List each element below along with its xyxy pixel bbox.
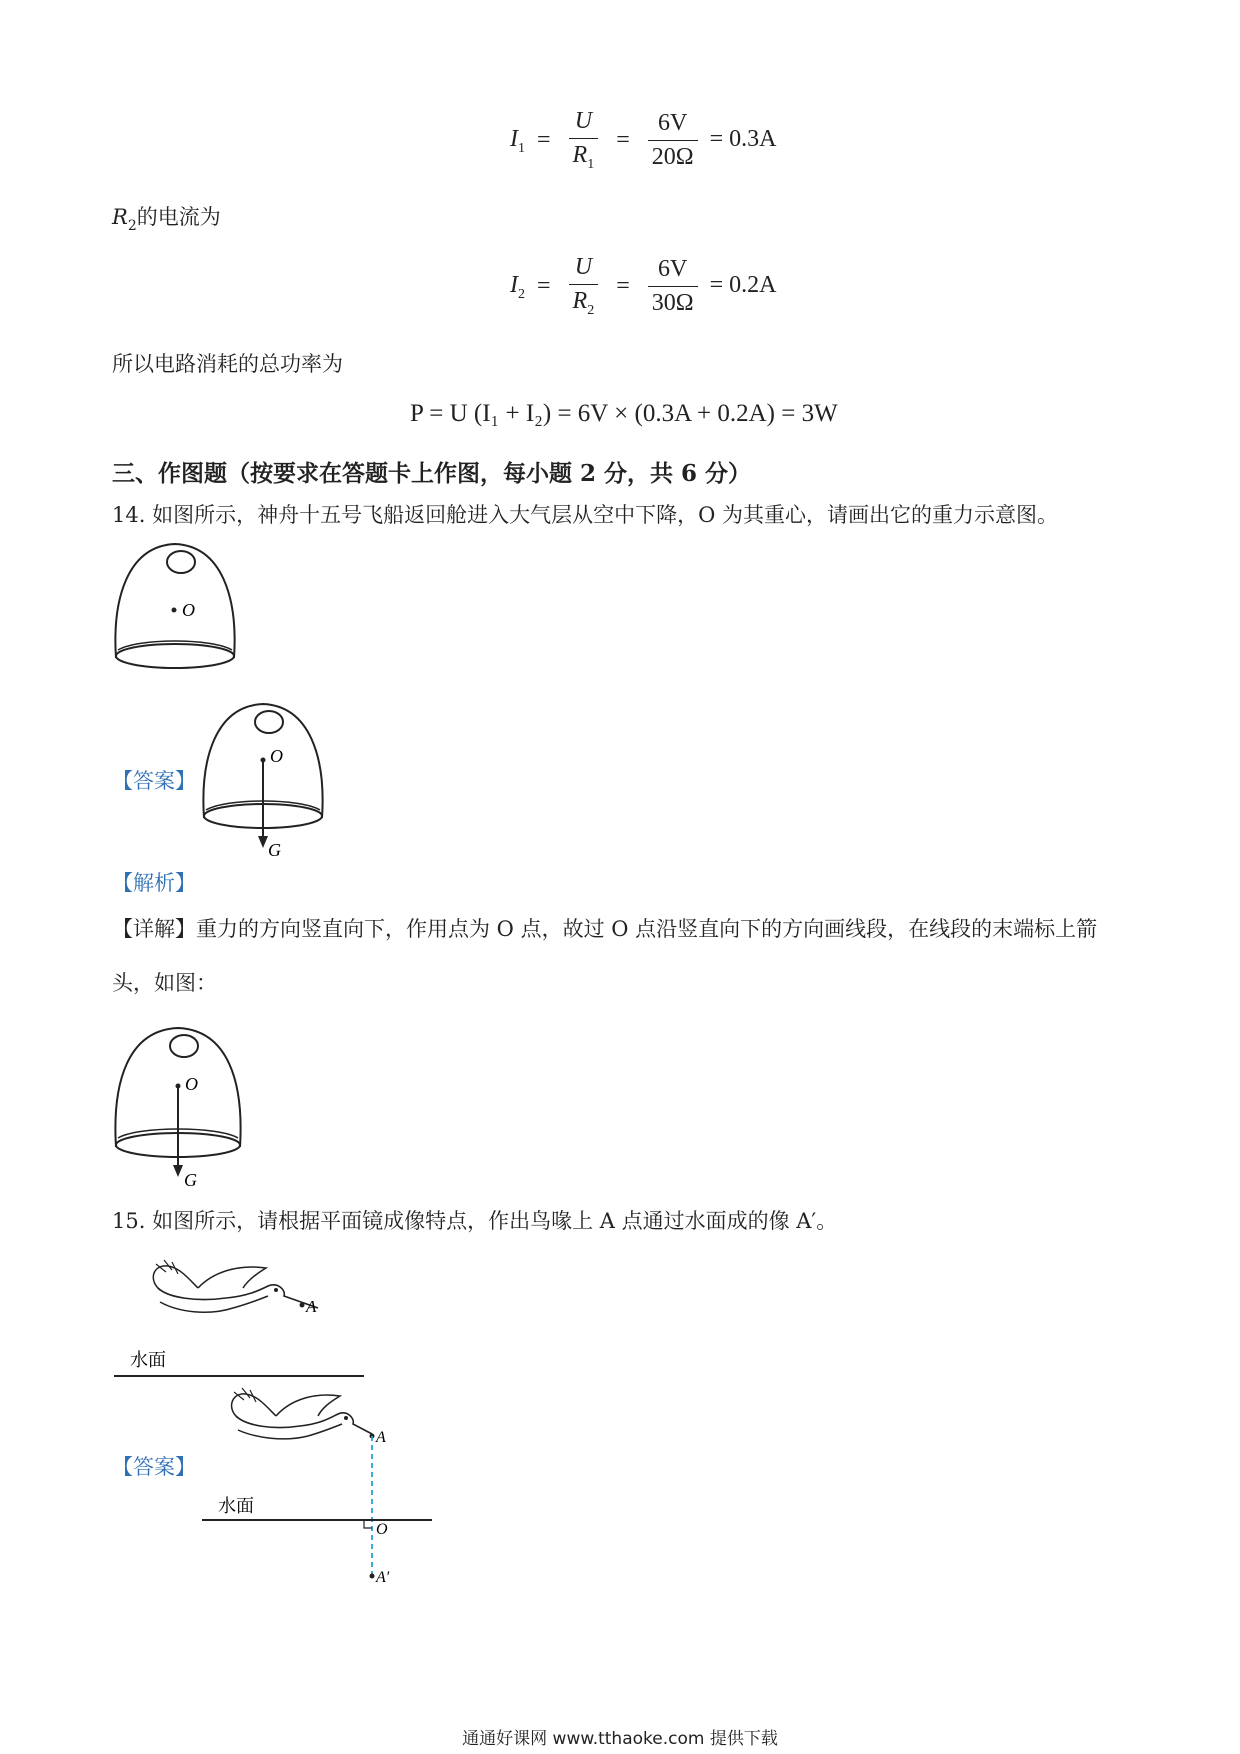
svg-text:O: O — [270, 746, 283, 766]
equation-i1: $I_1$ = $\frac{U}{R_1}$ = $\frac{6V}{20\Omega}$ = 0.3A — [510, 108, 777, 172]
capsule-figure-detail — [108, 1022, 253, 1192]
answer-label-15: 【答案】 — [112, 1455, 196, 1479]
capsule-figure-question — [108, 538, 243, 688]
q15-text: 15. 如图所示，请根据平面镜成像特点，作出鸟喙上 A 点通过水面成的像 A′。 — [112, 1209, 838, 1233]
detail-line-1: 【详解】重力的方向竖直向下，作用点为 O 点，故过 O 点沿竖直向下的方向画线段，在线段的末端标上箭 — [112, 917, 1098, 941]
bird-figure-answer — [196, 1376, 446, 1596]
svg-text:A′: A′ — [376, 1569, 390, 1586]
r2-current-line: $R_2$的电流为 — [112, 205, 221, 234]
svg-text:G: G — [184, 1170, 197, 1190]
capsule-figure-answer — [196, 698, 341, 863]
power-line: 所以电路消耗的总功率为 — [112, 352, 343, 376]
svg-text:A: A — [306, 1297, 317, 1316]
equation-i2: $I_2$ = $\frac{U}{R_2}$ = $\frac{6V}{30\Omega}$ = 0.2A — [510, 254, 777, 318]
section-heading: 三、作图题（按要求在答题卡上作图，每小题 2 分，共 6 分） — [112, 460, 752, 487]
svg-text:G: G — [268, 840, 281, 860]
detail-line-2: 头，如图： — [112, 971, 217, 995]
equation-power: P = U (I₁ + I₂) = 6V × (0.3A + 0.2A) = 3W — [410, 400, 838, 427]
page-footer: 通通好课网 www.tthaoke.com 提供下载 — [462, 1729, 778, 1749]
bird-figure-question — [108, 1244, 378, 1384]
svg-text:A: A — [376, 1429, 386, 1446]
analysis-label: 【解析】 — [112, 871, 196, 895]
svg-text:O: O — [376, 1521, 388, 1538]
svg-text:O: O — [182, 600, 195, 620]
q14-text: 14. 如图所示，神舟十五号飞船返回舱进入大气层从空中下降，O 为其重心，请画出它的重力示意图。 — [112, 503, 1058, 527]
svg-text:O: O — [185, 1074, 198, 1094]
eq1-lhs: I — [510, 126, 518, 153]
svg-text:水面: 水面 — [130, 1350, 166, 1371]
answer-label-14: 【答案】 — [112, 769, 196, 793]
svg-text:水面: 水面 — [218, 1496, 254, 1517]
